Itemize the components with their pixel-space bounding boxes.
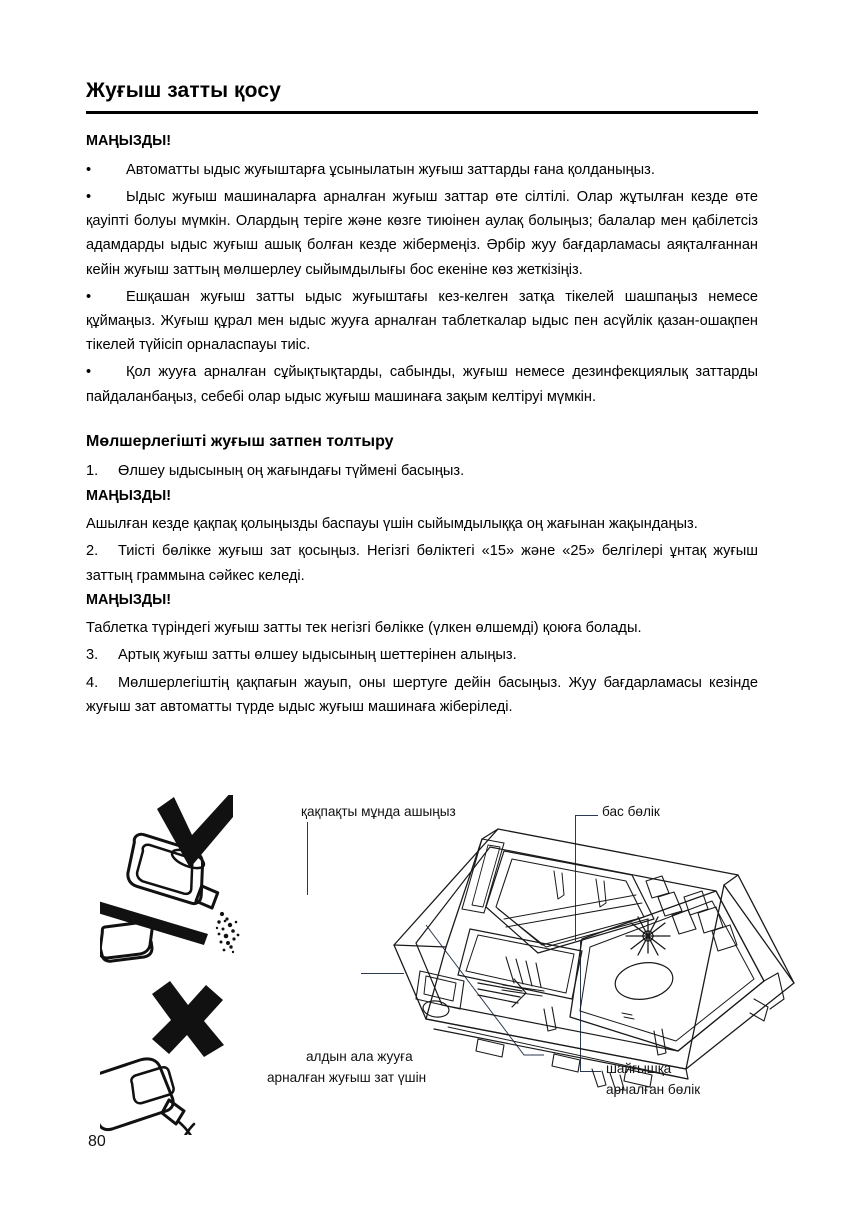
figure-detergent-dispenser [86,795,758,1135]
bullet-text: Автоматты ыдыс жуғыштарға ұсынылатын жуғыш заттарды ғана қолданыңыз. [126,161,655,178]
step-number: 4. [86,674,99,691]
bullet-item [86,285,758,358]
step-text: Мөлшерлегіштің қақпағын жауып, оны шертуге дейін басыңыз. Жуу бағдарламасы кезінде жуғыш зат автоматты түрде ыдыс жуғыш машинаға жіберіледі. [86,674,758,715]
tablet-illustration [100,922,152,961]
bullet-item [86,360,758,408]
important-label-1: МАҢЫЗДЫ! [86,133,172,150]
numbered-step [86,671,758,719]
step-number: 3. [86,647,99,664]
bullet-text: Ыдыс жуғыш машиналарға арналған жуғыш заттар өте сілтілі. Олар жұтылған кезде өте қауіпті болуы мүмкін. Олардың теріге және көзге тиюінен аулақ болыңыз; балалар мен қабілетсіз адамдарды ыдыс жуғыш ашық болған кезде жібермеңіз. Әрбір жуу бағдарламасы аяқталғаннан кейін жуғыш заттың мөлшерлеу сыйымдылығы бос екеніне көз жеткізіңіз. [86,188,758,278]
step-text: Артық жуғыш затты өлшеу ыдысының шеттерінен алыңыз. [118,647,517,664]
bullet-marker: • [86,161,92,178]
note-paragraph: Таблетка түріндегі жуғыш затты тек негізгі бөлікке (үлкен өлшемді) қоюға болады. [86,620,642,637]
section-heading: Мөлшерлегішті жуғыш затпен толтыру [86,432,394,450]
cross-mark-icon [152,981,224,1057]
step-number: 2. [86,543,99,560]
page-number: 80 [88,1133,106,1150]
label-prewash-line1: алдын ала жууға [306,1049,413,1064]
label-prewash-line2: арналған жуғыш зат үшін [267,1070,427,1085]
bullet-item [86,185,758,282]
page-content [86,78,758,722]
numbered-step [86,643,758,667]
check-mark-icon [157,795,233,868]
bullet-marker: • [86,364,92,381]
dispenser-diagram [386,823,806,1113]
leader-lid-open [307,822,308,895]
bullet-text: Ешқашан жуғыш затты ыдыс жуғыштағы кез-келген затқа тікелей шашпаңыз немесе құймаңыз. Жуғыш құрал мен ыдыс жууға арналған таблеткалар ыдыс пен асүйлік қазан-ошақпен тікелей түйісіп орналаспауы тиіс. [86,288,758,354]
numbered-step [86,539,758,587]
label-rinse-line2: арналған бөлік [606,1082,701,1097]
leader-main-h [575,815,598,816]
important-label-2: МАҢЫЗДЫ! [86,487,172,504]
step-number: 1. [86,463,99,480]
important-label-3: МАҢЫЗДЫ! [86,591,172,608]
bullet-marker: • [86,288,92,305]
liquid-bottle-illustration [100,1059,201,1135]
note-paragraph: Ашылған кезде қақпақ қолыңызды баспауы үшін сыйымдылыққа оң жағынан жақындаңыз. [86,516,698,533]
bullet-text: Қол жууға арналған сұйықтықтарды, сабынды, жуғыш немесе дезинфекциялық заттарды пайдаланбаңыз, себебі олар ыдыс жуғыш машинаға зақым келтіруі мүмкін. [86,364,758,405]
measuring-bar-illustration [100,898,208,945]
label-rinse-line1: шайғышқа [606,1061,672,1076]
bullet-item [86,158,758,182]
page-title: Жуғыш затты қосу [86,79,281,102]
step-text: Өлшеу ыдысының оң жағындағы түймені басыңыз. [118,463,465,480]
step-text: Тиісті бөлікке жуғыш зат қосыңыз. Негізгі бөліктегі «15» және «25» белгілері ұнтақ жуғыш заттың граммына сәйкес келеді. [86,543,758,584]
powder-particles [216,912,240,953]
title-divider [86,111,758,114]
numbered-step [86,459,758,483]
bullet-marker: • [86,188,92,205]
label-lid-open: қақпақты мұнда ашыңыз [301,804,456,819]
label-main-compartment: бас бөлік [602,804,660,819]
